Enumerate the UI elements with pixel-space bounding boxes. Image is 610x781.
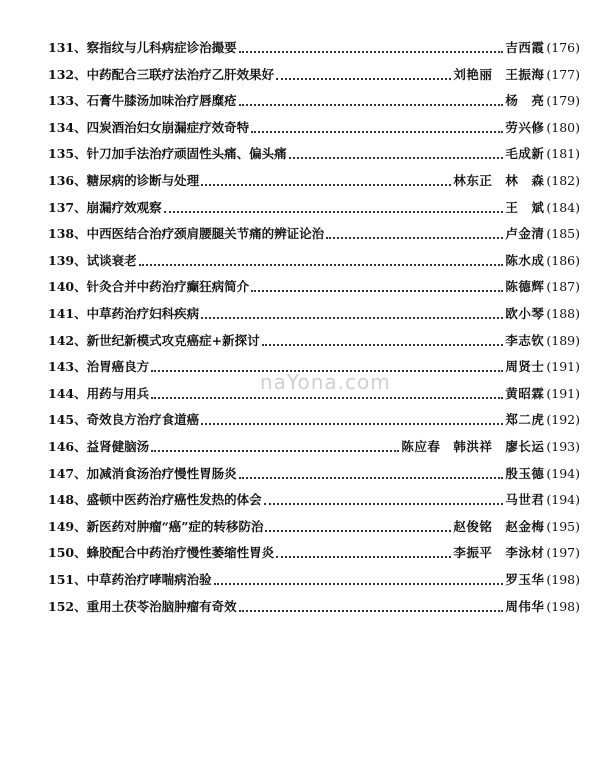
entry-title: 治胃癌良方 <box>86 359 150 375</box>
entry-number: 145、 <box>48 412 87 428</box>
entry-title: 加减消食汤治疗慢性胃肠炎 <box>86 465 237 481</box>
toc-entry <box>48 490 580 510</box>
entry-page-number: (194) <box>546 492 580 508</box>
toc-entry <box>48 65 580 85</box>
entry-number: 137、 <box>48 199 87 215</box>
entry-number: 132、 <box>48 66 87 82</box>
entry-author: 陈应春 韩洪祥 廖长运 <box>401 439 545 454</box>
entry-author: 罗玉华 <box>505 572 545 587</box>
entry-page-number: (192) <box>546 412 580 428</box>
entry-title: 中药配合三联疗法治疗乙肝效果好 <box>86 66 275 82</box>
toc-entry <box>48 437 580 457</box>
entry-number: 143、 <box>48 359 87 375</box>
entry-author: 殷玉德 <box>505 465 545 481</box>
toc-entry <box>48 251 580 271</box>
dot-leader <box>239 477 504 479</box>
entry-title: 崩漏疗效观察 <box>86 199 162 215</box>
dot-leader <box>289 157 504 159</box>
entry-page-number: (189) <box>546 332 580 348</box>
entry-number: 150、 <box>48 545 87 561</box>
entry-author: 林东正 林 森 <box>453 173 545 188</box>
entry-author: 劳兴修 <box>505 119 545 135</box>
dot-leader <box>201 184 451 186</box>
entry-page-number: (180) <box>546 119 580 135</box>
dot-leader <box>239 104 504 106</box>
entry-title: 察指纹与儿科病症诊治撮要 <box>86 40 237 55</box>
dot-leader <box>251 290 503 292</box>
toc-entry <box>48 517 580 537</box>
entry-page-number: (179) <box>546 93 580 109</box>
entry-author: 赵俊铭 赵金梅 <box>453 518 545 534</box>
entry-author: 王 斌 <box>505 199 545 215</box>
dot-leader <box>201 317 503 319</box>
entry-title: 蜂胶配合中药治疗慢性萎缩性胃炎 <box>86 545 275 561</box>
dot-leader <box>265 530 451 532</box>
dot-leader <box>164 211 504 213</box>
dot-leader <box>276 556 451 558</box>
entry-number: 141、 <box>48 306 87 321</box>
entry-title: 石膏牛膝汤加味治疗唇糜疮 <box>86 93 237 109</box>
dot-leader <box>251 131 503 133</box>
toc-entry <box>48 543 580 563</box>
entry-author: 陈德辉 <box>505 279 545 295</box>
entry-number: 131、 <box>48 40 87 55</box>
entry-number: 139、 <box>48 252 87 268</box>
entry-number: 148、 <box>48 492 87 508</box>
entry-page-number: (182) <box>546 173 580 188</box>
entry-page-number: (185) <box>546 226 580 242</box>
entry-page-number: (197) <box>546 545 580 561</box>
entry-title: 针灸合并中药治疗癫狂病简介 <box>86 279 250 295</box>
entry-number: 140、 <box>48 279 87 295</box>
watermark: naYona.com <box>260 370 391 394</box>
dot-leader <box>276 78 451 80</box>
entry-author: 李振平 李泳材 <box>453 545 545 561</box>
entry-page-number: (181) <box>546 146 580 162</box>
entry-number: 152、 <box>48 598 87 614</box>
entry-title: 奇效良方治疗食道癌 <box>86 412 200 428</box>
dot-leader <box>151 450 399 452</box>
entry-author: 毛成新 <box>505 146 545 162</box>
entry-number: 134、 <box>48 119 87 135</box>
entry-page-number: (191) <box>546 385 580 401</box>
toc-entry <box>48 91 580 111</box>
entry-page-number: (191) <box>546 359 580 375</box>
entry-author: 陈水成 <box>505 252 545 268</box>
dot-leader <box>151 397 503 399</box>
entry-author: 黄昭霖 <box>505 385 545 401</box>
toc-entry <box>48 38 580 58</box>
entry-author: 李志钦 <box>505 332 545 348</box>
toc-entry <box>48 277 580 297</box>
toc-entry <box>48 331 580 351</box>
entry-title: 试谈衰老 <box>86 252 137 268</box>
entry-title: 新医药对肿瘤“癌”症的转移防治 <box>86 518 264 534</box>
toc-entry <box>48 118 580 138</box>
entry-author: 欧小琴 <box>505 306 545 321</box>
entry-title: 盛顿中医药治疗癌性发热的体会 <box>86 492 262 508</box>
entry-number: 144、 <box>48 385 87 401</box>
entry-page-number: (198) <box>546 572 580 587</box>
entry-title: 针刀加手法治疗顽固性头痛、偏头痛 <box>86 146 287 162</box>
entry-title: 四炭酒治妇女崩漏症疗效奇特 <box>86 119 250 135</box>
entry-page-number: (176) <box>546 40 580 55</box>
entry-page-number: (194) <box>546 465 580 481</box>
dot-leader <box>201 423 503 425</box>
entry-page-number: (184) <box>546 199 580 215</box>
toc-entry <box>48 570 580 590</box>
entry-title: 糖尿病的诊断与处理 <box>86 173 200 188</box>
entry-page-number: (193) <box>546 439 580 454</box>
toc-entry <box>48 410 580 430</box>
dot-leader <box>139 264 504 266</box>
entry-author: 马世君 <box>505 492 545 508</box>
toc-entry <box>48 464 580 484</box>
dot-leader <box>239 610 504 612</box>
entry-title: 中草药治疗妇科疾病 <box>86 306 200 321</box>
entry-number: 142、 <box>48 332 87 348</box>
entry-title: 重用土茯苓治脑肿瘤有奇效 <box>86 598 237 614</box>
toc-entry <box>48 304 580 324</box>
entry-author: 周贤士 <box>505 359 545 375</box>
entry-number: 151、 <box>48 572 87 587</box>
entry-author: 杨 亮 <box>505 93 545 109</box>
entry-page-number: (186) <box>546 252 580 268</box>
dot-leader <box>214 583 504 585</box>
entry-author: 吉西霞 <box>505 40 545 55</box>
entry-number: 135、 <box>48 146 87 162</box>
entry-title: 新世纪新模式攻克癌症+新探讨 <box>86 332 260 348</box>
entry-title: 益肾健脑汤 <box>86 439 150 454</box>
dot-leader <box>326 237 503 239</box>
entry-number: 146、 <box>48 439 87 454</box>
entry-page-number: (188) <box>546 306 580 321</box>
entry-author: 郑二虎 <box>505 412 545 428</box>
entry-number: 136、 <box>48 173 87 188</box>
toc-entry <box>48 597 580 617</box>
entry-page-number: (195) <box>546 518 580 534</box>
entry-page-number: (177) <box>546 66 580 82</box>
dot-leader <box>239 51 504 53</box>
entry-number: 149、 <box>48 518 87 534</box>
entry-title: 中草药治疗哮喘病治验 <box>86 572 212 587</box>
entry-page-number: (187) <box>546 279 580 295</box>
toc-entry <box>48 198 580 218</box>
entry-page-number: (198) <box>546 598 580 614</box>
entry-title: 用药与用兵 <box>86 385 150 401</box>
entry-author: 周伟华 <box>505 598 545 614</box>
entry-number: 138、 <box>48 226 87 242</box>
entry-author: 卢金清 <box>505 226 545 242</box>
dot-leader <box>262 344 504 346</box>
dot-leader <box>264 503 504 505</box>
entry-title: 中西医结合治疗颈肩腰腿关节痛的辨证论治 <box>86 226 325 242</box>
entry-number: 147、 <box>48 465 87 481</box>
toc-entry <box>48 144 580 164</box>
toc-entry <box>48 224 580 244</box>
toc-entry <box>48 171 580 191</box>
entry-number: 133、 <box>48 93 87 109</box>
entry-author: 刘艳丽 王振海 <box>453 66 545 82</box>
